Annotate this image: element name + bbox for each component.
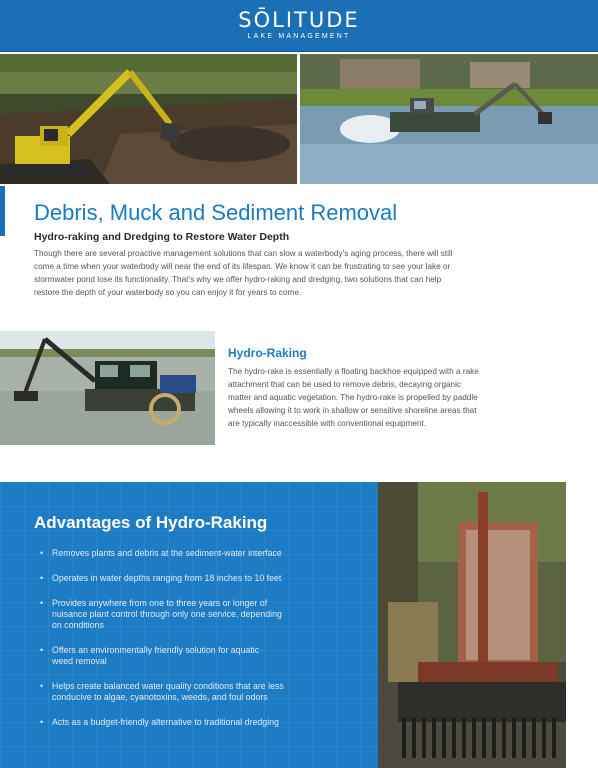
advantage-line: • Acts as a budget-friendly alternative to traditional dredging [52, 717, 279, 727]
hydro-raking-heading: Hydro-Raking [228, 346, 307, 360]
logo-wordmark: SŌLITUDE [238, 8, 360, 32]
advantage-item [40, 573, 360, 584]
solitude-logo[interactable] [0, 8, 598, 41]
rake-attachment-photo [378, 482, 566, 768]
excavator-photo [0, 54, 297, 184]
intro-line: restore the depth of your waterbody so you can enjoy it for years to come. [34, 288, 302, 297]
advantage-item [40, 548, 360, 559]
hydro-raking-line: wheels allowing it to work in shallow or sensitive shoreline areas that [228, 406, 477, 415]
intro-line: stormwater pond lose its functionality. That’s why we offer hydro-raking and dredging, two solutions that can help [34, 275, 442, 284]
advantage-line: conducive to algae, cyanotoxins, weeds, and foul odors [52, 692, 268, 702]
advantage-item [40, 598, 360, 631]
advantage-line: • Removes plants and debris at the sediment-water interface [52, 548, 282, 558]
logo-tagline: LAKE MANAGEMENT [247, 33, 351, 40]
header-banner [0, 0, 598, 52]
amphibious-dredge-photo [300, 54, 598, 184]
right-margin [566, 482, 598, 768]
hydro-rake-photo [0, 331, 215, 445]
advantage-item [40, 645, 360, 667]
hydro-raking-body [228, 365, 546, 430]
advantage-line: • Helps create balanced water quality conditions that are less [52, 681, 284, 691]
hydro-raking-line: are typically inaccessible with conventional equipment. [228, 419, 426, 428]
intro-line: come a time when your waterbody will near the end of its lifespan. We know it can be frustrating to see your lake or [34, 262, 451, 271]
advantage-line: nuisance plant control through only one service, depending [52, 609, 282, 619]
advantage-line: on conditions [52, 620, 104, 630]
accent-bar [0, 186, 5, 236]
advantage-line: weed removal [52, 656, 107, 666]
hydro-raking-line: matter and aquatic vegetation. The hydro-rake is propelled by paddle [228, 393, 478, 402]
hydro-raking-line: attachment that can be used to remove debris, decaying organic [228, 380, 462, 389]
advantage-line: • Offers an environmentally friendly solution for aquatic [52, 645, 260, 655]
intro-paragraph [34, 247, 554, 299]
section-subtitle: Hydro-raking and Dredging to Restore Water Depth [34, 231, 290, 243]
page-title: Debris, Muck and Sediment Removal [34, 200, 398, 225]
advantages-list [40, 548, 360, 728]
hydro-raking-line: The hydro-rake is essentially a floating backhoe equipped with a rake [228, 367, 479, 376]
advantage-item [40, 717, 360, 728]
intro-line: Though there are several proactive management solutions that can slow a waterbody’s aging process, there will still [34, 249, 453, 258]
advantage-line: • Operates in water depths ranging from 18 inches to 10 feet [52, 573, 282, 583]
advantages-heading: Advantages of Hydro-Raking [34, 513, 268, 532]
advantage-line: • Provides anywhere from one to three years or longer of [52, 598, 268, 608]
advantage-item [40, 681, 360, 703]
